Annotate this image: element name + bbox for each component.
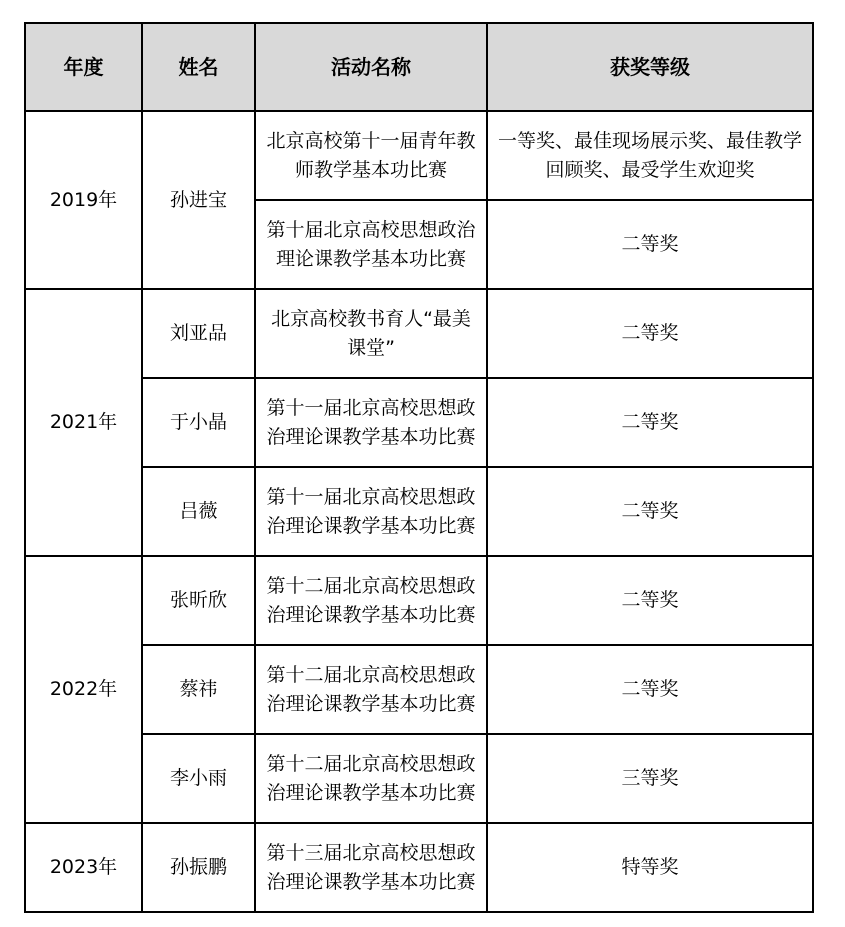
table-row — [25, 467, 813, 556]
activity-cell: 北京高校教书育人“最美课堂” — [255, 289, 487, 378]
activity-cell: 第十二届北京高校思想政治理论课教学基本功比赛 — [255, 734, 487, 823]
level-cell: 二等奖 — [487, 289, 813, 378]
table-row — [25, 556, 813, 645]
header-name: 姓名 — [142, 23, 255, 111]
activity-cell: 第十三届北京高校思想政治理论课教学基本功比赛 — [255, 823, 487, 912]
name-cell: 于小晶 — [142, 378, 255, 467]
level-cell: 三等奖 — [487, 734, 813, 823]
activity-cell: 第十一届北京高校思想政治理论课教学基本功比赛 — [255, 467, 487, 556]
table-row — [25, 823, 813, 912]
activity-cell: 第十二届北京高校思想政治理论课教学基本功比赛 — [255, 556, 487, 645]
year-cell: 2023年 — [25, 823, 142, 912]
awards-table — [24, 22, 814, 913]
activity-cell: 第十一届北京高校思想政治理论课教学基本功比赛 — [255, 378, 487, 467]
year-cell: 2022年 — [25, 556, 142, 823]
header-row — [25, 23, 813, 111]
header-level: 获奖等级 — [487, 23, 813, 111]
year-cell: 2021年 — [25, 289, 142, 556]
level-cell: 二等奖 — [487, 200, 813, 289]
activity-cell: 第十二届北京高校思想政治理论课教学基本功比赛 — [255, 645, 487, 734]
level-cell: 二等奖 — [487, 467, 813, 556]
name-cell: 吕薇 — [142, 467, 255, 556]
activity-cell: 北京高校第十一届青年教师教学基本功比赛 — [255, 111, 487, 200]
activity-cell: 第十届北京高校思想政治理论课教学基本功比赛 — [255, 200, 487, 289]
header-activity: 活动名称 — [255, 23, 487, 111]
name-cell: 蔡祎 — [142, 645, 255, 734]
name-cell: 孙振鹏 — [142, 823, 255, 912]
name-cell: 张昕欣 — [142, 556, 255, 645]
level-cell: 二等奖 — [487, 378, 813, 467]
table-row — [25, 378, 813, 467]
header-year: 年度 — [25, 23, 142, 111]
level-cell: 一等奖、最佳现场展示奖、最佳教学回顾奖、最受学生欢迎奖 — [487, 111, 813, 200]
table-row — [25, 734, 813, 823]
table-row — [25, 289, 813, 378]
year-cell: 2019年 — [25, 111, 142, 289]
name-cell: 孙进宝 — [142, 111, 255, 289]
level-cell: 二等奖 — [487, 556, 813, 645]
table-row — [25, 111, 813, 200]
level-cell: 特等奖 — [487, 823, 813, 912]
name-cell: 李小雨 — [142, 734, 255, 823]
table-row — [25, 645, 813, 734]
name-cell: 刘亚品 — [142, 289, 255, 378]
level-cell: 二等奖 — [487, 645, 813, 734]
